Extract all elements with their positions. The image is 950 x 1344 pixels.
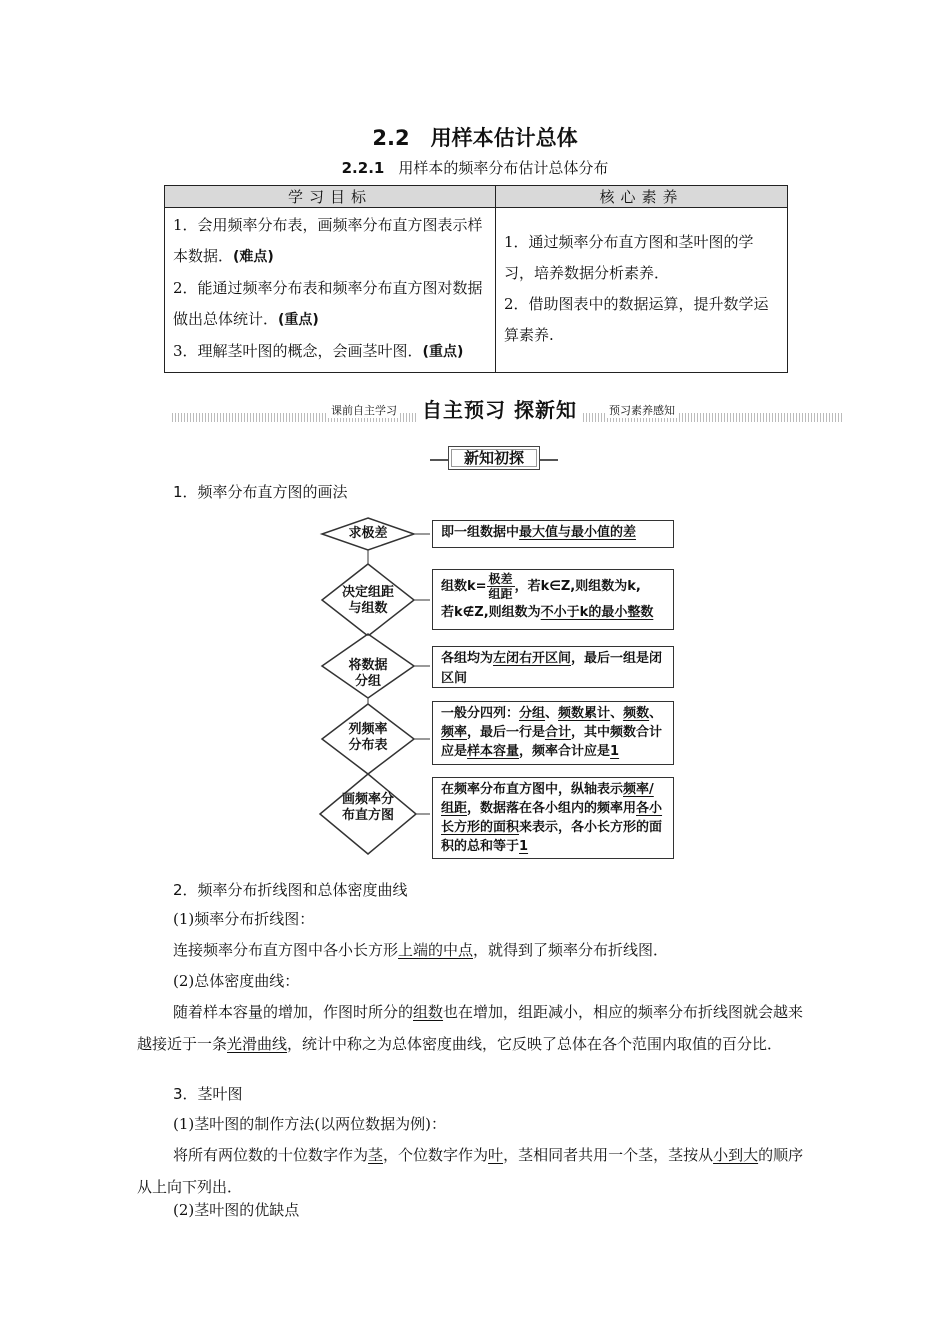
badge-box: 新知初探: [448, 446, 540, 470]
s2-p1-a: 连接频率分布直方图中各小长方形: [173, 941, 399, 959]
s2-p2-c: ，统计中称之为总体密度曲线，它反映了总体在各个范围内取值的百分比．: [287, 1035, 783, 1053]
desc-4-u6: 样本容量: [467, 744, 520, 759]
desc-4-u4: 频率: [441, 725, 468, 740]
flow-step-5: 画频率分布直方图: [342, 792, 395, 823]
s3-p1-u2: 叶: [488, 1146, 504, 1164]
desc-5-b: ，数据落在各小组内的频率用: [467, 801, 637, 816]
desc-4-c: 、: [610, 706, 624, 721]
flow-desc-4: [432, 701, 674, 765]
s3-p1-u3: 小到大: [713, 1146, 759, 1164]
desc-3-underline: 左闭右开区间: [493, 651, 572, 666]
new-knowledge-badge: [430, 446, 558, 472]
desc-2-prefix: 组数k=: [441, 579, 487, 594]
fraction-denominator: 组距: [488, 587, 513, 601]
desc-5-u3: 1: [519, 839, 529, 854]
s2-p2-u1: 组数: [413, 1003, 444, 1021]
s3-p1-label: (1)茎叶图的制作方法(以两位数据为例)：: [173, 1115, 446, 1133]
desc-2-line-1: [441, 572, 665, 601]
banner-center-text: 自主预习 探新知: [418, 394, 581, 423]
s3-p2-label: (2)茎叶图的优缺点: [173, 1201, 300, 1219]
s2-p1-label: (1)频率分布折线图：: [173, 910, 315, 928]
desc-2-underline: 不小于k的最小整数: [540, 605, 654, 620]
s3-p1-c: ，茎相同者共用一个茎，茎按从: [503, 1146, 714, 1164]
s3-p1-d: 的顺序从上向下列出．: [137, 1146, 804, 1196]
fraction-numerator: 极差: [488, 572, 513, 586]
goal-3-tag: (重点): [422, 344, 464, 360]
s2-p1-b: ，就得到了频率分布折线图．: [473, 941, 669, 959]
section-banner: [172, 392, 844, 428]
desc-1-underline: 最大值与最小值的差: [519, 525, 637, 540]
s2-p1: [173, 934, 813, 966]
goal-1: [173, 210, 489, 273]
desc-5-a: 在频率分布直方图中，纵轴表示: [441, 782, 624, 797]
section-1-heading: 1．频率分布直方图的画法: [173, 483, 348, 501]
desc-5-u1: 频率/组距: [441, 782, 654, 816]
banner-right-text: 预习素养感知: [606, 402, 678, 418]
learning-goals-header: 学习目标: [165, 186, 496, 208]
objectives-table: [164, 185, 788, 373]
desc-2-text: 若k∉Z,则组数为: [441, 605, 541, 620]
desc-4-a: 一般分四列：: [441, 706, 520, 721]
goal-2: [173, 273, 489, 336]
desc-5-u2: 各小长方形的面积: [441, 801, 663, 835]
desc-4-u3: 频数: [623, 706, 650, 721]
desc-4-u2: 频数累计: [558, 706, 611, 721]
section-2-heading: 2．频率分布折线图和总体密度曲线: [173, 881, 408, 899]
s2-p2-b: 也在增加，组距减小，相应的频率分布折线图就会越来越接近于一条: [137, 1003, 804, 1053]
s3-p1-a: 将所有两位数的十位数字作为: [173, 1146, 369, 1164]
flow-step-2: 决定组距与组数: [341, 585, 394, 616]
goal-1-tag: (难点): [233, 249, 274, 265]
s2-p2-a: 随着样本容量的增加，作图时所分的: [173, 1003, 414, 1021]
desc-4-u1: 分组: [519, 706, 546, 721]
section-3-heading: 3．茎叶图: [173, 1085, 243, 1103]
flow-desc-5: [432, 777, 674, 859]
s3-p1-u1: 茎: [368, 1146, 384, 1164]
desc-4-e: ，最后一行是: [467, 725, 546, 740]
desc-5-c: 来表示，各小长方形的面积的总和等于: [441, 820, 663, 854]
desc-4-b: 、: [545, 706, 559, 721]
s2-p1-underline: 上端的中点: [398, 941, 474, 959]
flow-step-3: 将数据分组: [348, 658, 388, 689]
core-2: 2．借助图表中的数据运算，提升数学运算素养.: [504, 295, 769, 344]
subsection-text: 用样本的频率分布估计总体分布: [398, 159, 609, 177]
desc-4-u7: 1: [610, 744, 620, 759]
subsection-number: 2.2.1: [341, 159, 385, 177]
flow-step-1: 求极差: [348, 526, 388, 541]
core-literacy-header: 核心素养: [496, 186, 788, 208]
flow-desc-1: [432, 520, 674, 548]
s2-p2-label: (2)总体密度曲线：: [173, 972, 300, 990]
fraction-range-over-width: [487, 572, 515, 601]
flow-desc-2: [432, 569, 674, 630]
desc-1-text: 即一组数据中: [441, 525, 520, 540]
learning-goals-cell: [165, 208, 496, 373]
flow-step-4: 列频率分布表: [348, 722, 388, 753]
desc-3-b: ，最后一组是闭区间: [441, 651, 663, 686]
s2-p2-u2: 光滑曲线: [227, 1035, 288, 1053]
s3-p1-b: ，个位数字作为: [383, 1146, 489, 1164]
core-1: 1．通过频率分布直方图和茎叶图的学习，培养数据分析素养．: [504, 233, 754, 282]
desc-4-u5: 合计: [545, 725, 572, 740]
flow-desc-3: [432, 646, 674, 688]
desc-4-g: ，频率合计应是: [519, 744, 611, 759]
desc-4-d: 、: [649, 706, 663, 721]
goal-1-text: 1．会用频率分布表，画频率分布直方图表示样本数据．: [173, 216, 483, 265]
goal-3-text: 3．理解茎叶图的概念，会画茎叶图．: [173, 342, 423, 360]
subsection-title: [0, 157, 950, 178]
desc-2-suffix: ，若k∈Z,则组数为k,: [514, 579, 641, 594]
desc-4-f: ，其中频数合计应是: [441, 725, 663, 759]
s2-p2: [137, 996, 817, 1060]
goal-2-tag: (重点): [278, 312, 319, 328]
goal-3: [173, 336, 489, 368]
desc-2-line-2: [441, 601, 665, 625]
core-literacy-cell: [496, 208, 788, 373]
goal-2-text: 2．能通过频率分布表和频率分布直方图对数据做出总体统计．: [173, 279, 483, 328]
section-title: 2.2 用样本估计总体: [372, 126, 578, 150]
banner-left-text: 课前自主学习: [328, 402, 400, 418]
desc-3-a: 各组均为: [441, 651, 494, 666]
